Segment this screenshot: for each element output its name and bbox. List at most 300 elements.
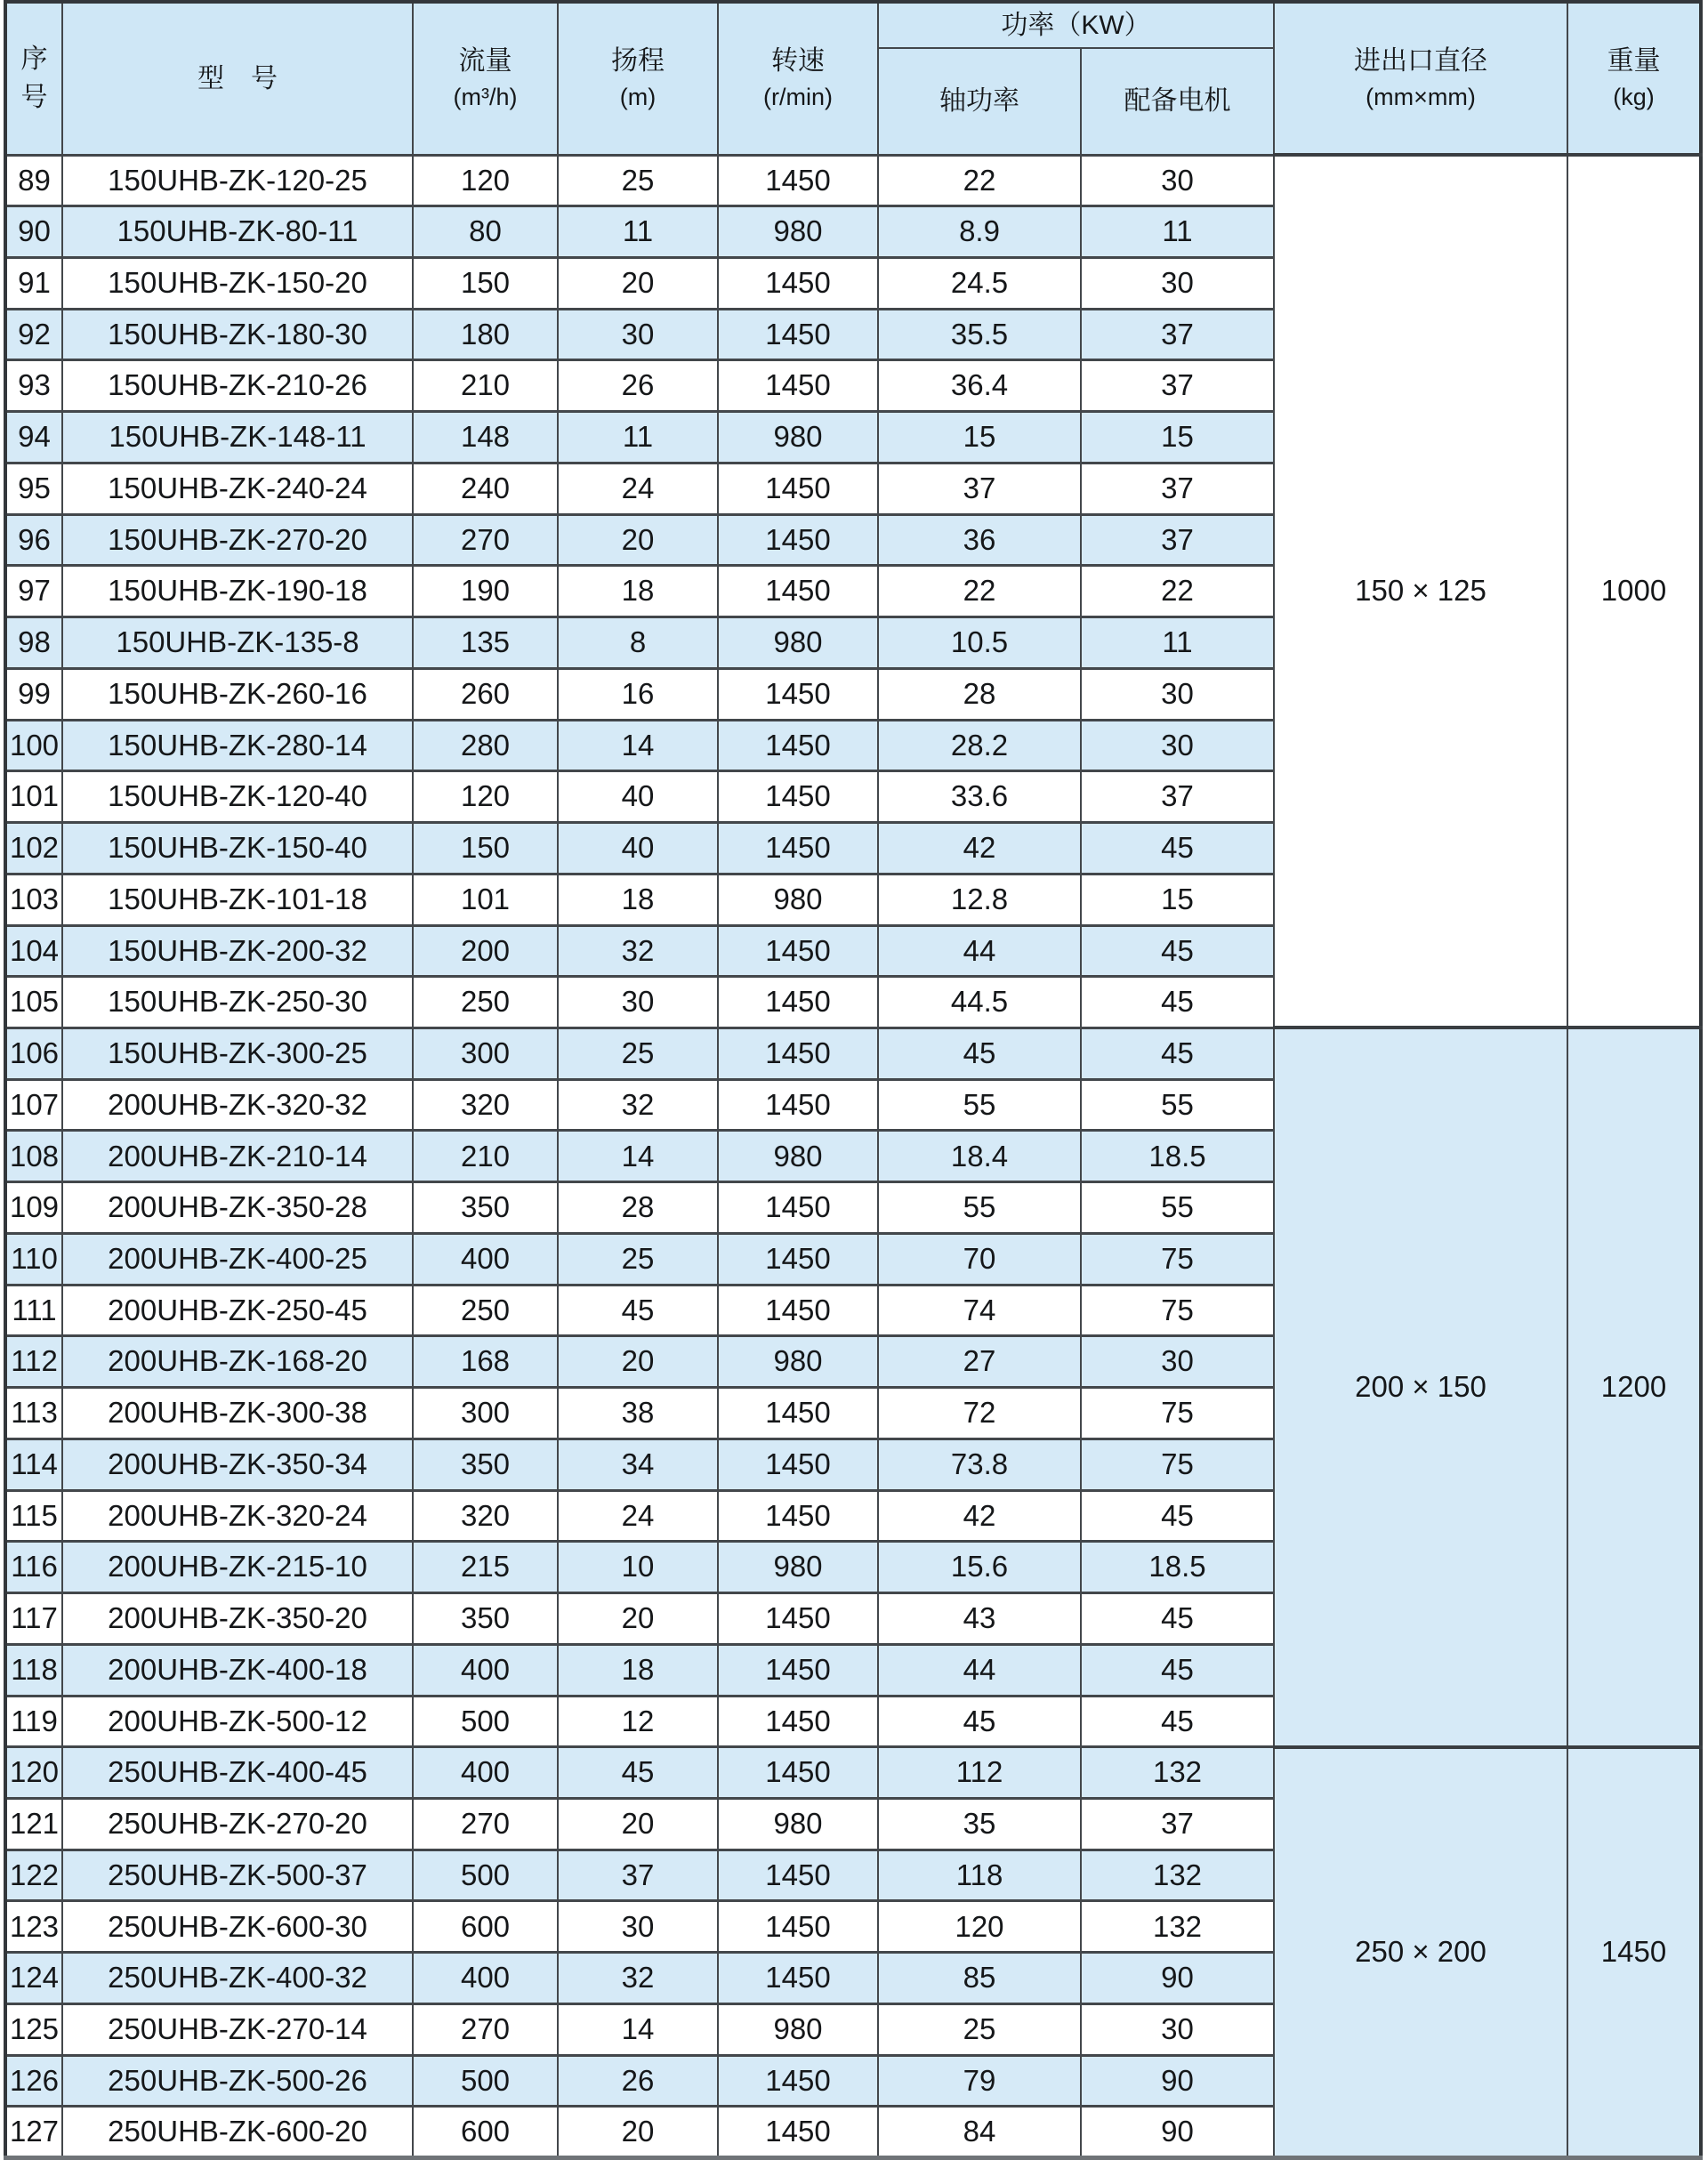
cell-head: 26 bbox=[558, 360, 718, 412]
cell-serial: 98 bbox=[5, 617, 62, 669]
cell-flow: 240 bbox=[413, 463, 558, 514]
cell-motor-power: 45 bbox=[1081, 925, 1274, 977]
header-speed-unit: (r/min) bbox=[763, 83, 833, 110]
table-header bbox=[5, 2, 1701, 155]
cell-speed: 980 bbox=[718, 1799, 878, 1850]
cell-speed: 980 bbox=[718, 1336, 878, 1388]
cell-shaft-power: 84 bbox=[878, 2107, 1081, 2158]
table-body bbox=[5, 155, 1701, 2158]
header-motor-power: 配备电机 bbox=[1081, 48, 1274, 155]
cell-shaft-power: 35 bbox=[878, 1799, 1081, 1850]
cell-model: 150UHB-ZK-250-30 bbox=[62, 977, 413, 1028]
cell-flow: 270 bbox=[413, 514, 558, 566]
cell-shaft-power: 72 bbox=[878, 1388, 1081, 1439]
cell-speed: 1450 bbox=[718, 2107, 878, 2158]
cell-serial: 110 bbox=[5, 1233, 62, 1285]
cell-speed: 1450 bbox=[718, 514, 878, 566]
cell-head: 18 bbox=[558, 566, 718, 617]
cell-shaft-power: 70 bbox=[878, 1233, 1081, 1285]
header-weight-unit: (kg) bbox=[1613, 83, 1655, 110]
cell-motor-power: 132 bbox=[1081, 1747, 1274, 1799]
header-model bbox=[62, 2, 413, 155]
cell-model: 150UHB-ZK-120-25 bbox=[62, 155, 413, 206]
cell-model: 150UHB-ZK-180-30 bbox=[62, 309, 413, 360]
cell-serial: 94 bbox=[5, 412, 62, 463]
cell-flow: 250 bbox=[413, 1285, 558, 1336]
cell-speed: 1450 bbox=[718, 977, 878, 1028]
cell-head: 8 bbox=[558, 617, 718, 669]
cell-head: 20 bbox=[558, 1336, 718, 1388]
cell-shaft-power: 118 bbox=[878, 1850, 1081, 1901]
cell-weight: 1000 bbox=[1567, 155, 1701, 1028]
cell-motor-power: 45 bbox=[1081, 823, 1274, 874]
cell-motor-power: 37 bbox=[1081, 463, 1274, 514]
cell-flow: 320 bbox=[413, 1079, 558, 1131]
cell-serial: 126 bbox=[5, 2055, 62, 2107]
cell-shaft-power: 10.5 bbox=[878, 617, 1081, 669]
cell-shaft-power: 22 bbox=[878, 155, 1081, 206]
cell-serial: 115 bbox=[5, 1490, 62, 1542]
cell-head: 30 bbox=[558, 309, 718, 360]
cell-head: 32 bbox=[558, 1079, 718, 1131]
cell-shaft-power: 42 bbox=[878, 823, 1081, 874]
cell-speed: 1450 bbox=[718, 1490, 878, 1542]
cell-serial: 89 bbox=[5, 155, 62, 206]
cell-model: 200UHB-ZK-210-14 bbox=[62, 1131, 413, 1182]
cell-flow: 215 bbox=[413, 1542, 558, 1593]
cell-head: 20 bbox=[558, 257, 718, 309]
cell-model: 250UHB-ZK-500-26 bbox=[62, 2055, 413, 2107]
cell-serial: 108 bbox=[5, 1131, 62, 1182]
cell-flow: 400 bbox=[413, 1233, 558, 1285]
cell-flow: 500 bbox=[413, 2055, 558, 2107]
cell-model: 200UHB-ZK-350-28 bbox=[62, 1182, 413, 1234]
cell-serial: 120 bbox=[5, 1747, 62, 1799]
cell-serial: 104 bbox=[5, 925, 62, 977]
cell-model: 150UHB-ZK-190-18 bbox=[62, 566, 413, 617]
cell-flow: 270 bbox=[413, 1799, 558, 1850]
cell-speed: 1450 bbox=[718, 1182, 878, 1234]
cell-shaft-power: 25 bbox=[878, 2003, 1081, 2055]
cell-motor-power: 75 bbox=[1081, 1285, 1274, 1336]
cell-flow: 260 bbox=[413, 668, 558, 720]
cell-serial: 91 bbox=[5, 257, 62, 309]
cell-speed: 1450 bbox=[718, 1901, 878, 1953]
cell-shaft-power: 24.5 bbox=[878, 257, 1081, 309]
cell-flow: 300 bbox=[413, 1388, 558, 1439]
cell-speed: 1450 bbox=[718, 1953, 878, 2004]
cell-head: 16 bbox=[558, 668, 718, 720]
cell-shaft-power: 27 bbox=[878, 1336, 1081, 1388]
cell-head: 32 bbox=[558, 1953, 718, 2004]
cell-motor-power: 90 bbox=[1081, 2055, 1274, 2107]
cell-model: 200UHB-ZK-350-34 bbox=[62, 1439, 413, 1490]
cell-model: 200UHB-ZK-400-18 bbox=[62, 1644, 413, 1696]
cell-shaft-power: 28.2 bbox=[878, 720, 1081, 771]
cell-shaft-power: 43 bbox=[878, 1593, 1081, 1645]
cell-shaft-power: 36.4 bbox=[878, 360, 1081, 412]
cell-motor-power: 30 bbox=[1081, 668, 1274, 720]
cell-motor-power: 75 bbox=[1081, 1233, 1274, 1285]
cell-shaft-power: 42 bbox=[878, 1490, 1081, 1542]
cell-flow: 190 bbox=[413, 566, 558, 617]
cell-speed: 1450 bbox=[718, 1439, 878, 1490]
header-head bbox=[558, 2, 718, 155]
cell-motor-power: 15 bbox=[1081, 874, 1274, 925]
cell-motor-power: 37 bbox=[1081, 771, 1274, 823]
header-flow-label: 流量 bbox=[458, 46, 512, 77]
cell-head: 32 bbox=[558, 925, 718, 977]
cell-speed: 980 bbox=[718, 617, 878, 669]
cell-shaft-power: 28 bbox=[878, 668, 1081, 720]
cell-serial: 124 bbox=[5, 1953, 62, 2004]
cell-flow: 600 bbox=[413, 1901, 558, 1953]
cell-speed: 1450 bbox=[718, 1696, 878, 1747]
header-flow-unit: (m³/h) bbox=[453, 83, 518, 110]
cell-weight: 1450 bbox=[1567, 1747, 1701, 2158]
cell-head: 38 bbox=[558, 1388, 718, 1439]
cell-head: 11 bbox=[558, 206, 718, 258]
cell-serial: 102 bbox=[5, 823, 62, 874]
cell-serial: 96 bbox=[5, 514, 62, 566]
cell-head: 24 bbox=[558, 463, 718, 514]
cell-flow: 500 bbox=[413, 1696, 558, 1747]
cell-model: 150UHB-ZK-150-20 bbox=[62, 257, 413, 309]
cell-motor-power: 30 bbox=[1081, 720, 1274, 771]
cell-motor-power: 18.5 bbox=[1081, 1131, 1274, 1182]
header-row-top bbox=[5, 2, 1701, 48]
cell-head: 25 bbox=[558, 1233, 718, 1285]
cell-model: 200UHB-ZK-400-25 bbox=[62, 1233, 413, 1285]
header-shaft-power: 轴功率 bbox=[878, 48, 1081, 155]
cell-speed: 1450 bbox=[718, 1079, 878, 1131]
cell-model: 150UHB-ZK-80-11 bbox=[62, 206, 413, 258]
cell-flow: 200 bbox=[413, 925, 558, 977]
cell-flow: 180 bbox=[413, 309, 558, 360]
cell-flow: 150 bbox=[413, 823, 558, 874]
cell-flow: 120 bbox=[413, 771, 558, 823]
cell-flow: 350 bbox=[413, 1182, 558, 1234]
cell-speed: 980 bbox=[718, 2003, 878, 2055]
cell-model: 150UHB-ZK-240-24 bbox=[62, 463, 413, 514]
cell-serial: 95 bbox=[5, 463, 62, 514]
table-row bbox=[5, 1028, 1701, 1079]
cell-head: 30 bbox=[558, 1901, 718, 1953]
cell-speed: 1450 bbox=[718, 360, 878, 412]
cell-motor-power: 45 bbox=[1081, 1028, 1274, 1079]
cell-serial: 127 bbox=[5, 2107, 62, 2158]
cell-serial: 117 bbox=[5, 1593, 62, 1645]
cell-speed: 1450 bbox=[718, 1233, 878, 1285]
cell-model: 150UHB-ZK-101-18 bbox=[62, 874, 413, 925]
cell-head: 20 bbox=[558, 1799, 718, 1850]
cell-head: 40 bbox=[558, 771, 718, 823]
header-power-group: 功率（KW） bbox=[878, 2, 1274, 48]
cell-head: 30 bbox=[558, 977, 718, 1028]
table-row bbox=[5, 1747, 1701, 1799]
header-speed bbox=[718, 2, 878, 155]
cell-shaft-power: 44 bbox=[878, 925, 1081, 977]
cell-serial: 99 bbox=[5, 668, 62, 720]
header-diameter-label: 进出口直径 bbox=[1354, 46, 1488, 77]
cell-motor-power: 30 bbox=[1081, 155, 1274, 206]
cell-weight: 1200 bbox=[1567, 1028, 1701, 1746]
header-weight-label: 重量 bbox=[1607, 46, 1661, 77]
cell-head: 20 bbox=[558, 1593, 718, 1645]
cell-speed: 980 bbox=[718, 1131, 878, 1182]
cell-model: 200UHB-ZK-300-38 bbox=[62, 1388, 413, 1439]
cell-motor-power: 90 bbox=[1081, 1953, 1274, 2004]
cell-shaft-power: 112 bbox=[878, 1747, 1081, 1799]
cell-motor-power: 15 bbox=[1081, 412, 1274, 463]
cell-model: 150UHB-ZK-150-40 bbox=[62, 823, 413, 874]
cell-speed: 1450 bbox=[718, 566, 878, 617]
cell-model: 250UHB-ZK-600-20 bbox=[62, 2107, 413, 2158]
cell-shaft-power: 33.6 bbox=[878, 771, 1081, 823]
cell-speed: 980 bbox=[718, 874, 878, 925]
header-diameter bbox=[1274, 2, 1567, 155]
cell-flow: 168 bbox=[413, 1336, 558, 1388]
cell-model: 200UHB-ZK-500-12 bbox=[62, 1696, 413, 1747]
cell-flow: 150 bbox=[413, 257, 558, 309]
cell-shaft-power: 15.6 bbox=[878, 1542, 1081, 1593]
cell-model: 200UHB-ZK-250-45 bbox=[62, 1285, 413, 1336]
cell-model: 250UHB-ZK-400-45 bbox=[62, 1747, 413, 1799]
table-row bbox=[5, 155, 1701, 206]
cell-model: 200UHB-ZK-168-20 bbox=[62, 1336, 413, 1388]
cell-motor-power: 90 bbox=[1081, 2107, 1274, 2158]
header-weight bbox=[1567, 2, 1701, 155]
cell-flow: 270 bbox=[413, 2003, 558, 2055]
cell-shaft-power: 12.8 bbox=[878, 874, 1081, 925]
cell-speed: 1450 bbox=[718, 823, 878, 874]
cell-flow: 210 bbox=[413, 360, 558, 412]
cell-diameter: 150 × 125 bbox=[1274, 155, 1567, 1028]
cell-flow: 80 bbox=[413, 206, 558, 258]
cell-serial: 93 bbox=[5, 360, 62, 412]
cell-shaft-power: 18.4 bbox=[878, 1131, 1081, 1182]
cell-model: 150UHB-ZK-270-20 bbox=[62, 514, 413, 566]
cell-speed: 1450 bbox=[718, 1388, 878, 1439]
cell-flow: 320 bbox=[413, 1490, 558, 1542]
cell-motor-power: 37 bbox=[1081, 1799, 1274, 1850]
cell-flow: 400 bbox=[413, 1953, 558, 2004]
cell-motor-power: 45 bbox=[1081, 1593, 1274, 1645]
cell-motor-power: 55 bbox=[1081, 1079, 1274, 1131]
cell-motor-power: 132 bbox=[1081, 1850, 1274, 1901]
cell-motor-power: 22 bbox=[1081, 566, 1274, 617]
cell-motor-power: 75 bbox=[1081, 1388, 1274, 1439]
cell-motor-power: 45 bbox=[1081, 1696, 1274, 1747]
cell-motor-power: 45 bbox=[1081, 1490, 1274, 1542]
cell-model: 200UHB-ZK-215-10 bbox=[62, 1542, 413, 1593]
cell-serial: 97 bbox=[5, 566, 62, 617]
cell-shaft-power: 36 bbox=[878, 514, 1081, 566]
cell-flow: 280 bbox=[413, 720, 558, 771]
cell-serial: 105 bbox=[5, 977, 62, 1028]
cell-shaft-power: 15 bbox=[878, 412, 1081, 463]
cell-head: 25 bbox=[558, 1028, 718, 1079]
cell-model: 150UHB-ZK-200-32 bbox=[62, 925, 413, 977]
cell-flow: 210 bbox=[413, 1131, 558, 1182]
cell-speed: 1450 bbox=[718, 257, 878, 309]
cell-motor-power: 75 bbox=[1081, 1439, 1274, 1490]
cell-shaft-power: 74 bbox=[878, 1285, 1081, 1336]
cell-serial: 112 bbox=[5, 1336, 62, 1388]
cell-serial: 113 bbox=[5, 1388, 62, 1439]
cell-model: 200UHB-ZK-350-20 bbox=[62, 1593, 413, 1645]
header-model-label: 型 号 bbox=[197, 63, 278, 93]
cell-motor-power: 37 bbox=[1081, 309, 1274, 360]
cell-diameter: 200 × 150 bbox=[1274, 1028, 1567, 1746]
cell-head: 34 bbox=[558, 1439, 718, 1490]
cell-model: 250UHB-ZK-500-37 bbox=[62, 1850, 413, 1901]
cell-shaft-power: 120 bbox=[878, 1901, 1081, 1953]
cell-speed: 1450 bbox=[718, 668, 878, 720]
cell-model: 150UHB-ZK-148-11 bbox=[62, 412, 413, 463]
cell-head: 37 bbox=[558, 1850, 718, 1901]
header-head-unit: (m) bbox=[619, 83, 657, 110]
cell-speed: 1450 bbox=[718, 309, 878, 360]
cell-model: 150UHB-ZK-280-14 bbox=[62, 720, 413, 771]
cell-serial: 101 bbox=[5, 771, 62, 823]
cell-shaft-power: 73.8 bbox=[878, 1439, 1081, 1490]
cell-head: 18 bbox=[558, 874, 718, 925]
cell-head: 11 bbox=[558, 412, 718, 463]
cell-motor-power: 11 bbox=[1081, 206, 1274, 258]
cell-head: 40 bbox=[558, 823, 718, 874]
cell-shaft-power: 8.9 bbox=[878, 206, 1081, 258]
cell-flow: 250 bbox=[413, 977, 558, 1028]
cell-motor-power: 37 bbox=[1081, 514, 1274, 566]
cell-head: 24 bbox=[558, 1490, 718, 1542]
header-serial-label: 序号 bbox=[20, 44, 48, 113]
cell-shaft-power: 37 bbox=[878, 463, 1081, 514]
cell-speed: 1450 bbox=[718, 1285, 878, 1336]
cell-head: 28 bbox=[558, 1182, 718, 1234]
header-serial bbox=[5, 2, 62, 155]
cell-shaft-power: 35.5 bbox=[878, 309, 1081, 360]
cell-head: 14 bbox=[558, 2003, 718, 2055]
cell-model: 250UHB-ZK-400-32 bbox=[62, 1953, 413, 2004]
cell-head: 45 bbox=[558, 1747, 718, 1799]
cell-shaft-power: 45 bbox=[878, 1028, 1081, 1079]
cell-flow: 350 bbox=[413, 1593, 558, 1645]
cell-speed: 1450 bbox=[718, 925, 878, 977]
cell-speed: 980 bbox=[718, 412, 878, 463]
cell-serial: 121 bbox=[5, 1799, 62, 1850]
cell-motor-power: 11 bbox=[1081, 617, 1274, 669]
cell-flow: 400 bbox=[413, 1644, 558, 1696]
cell-head: 14 bbox=[558, 1131, 718, 1182]
cell-shaft-power: 79 bbox=[878, 2055, 1081, 2107]
cell-flow: 101 bbox=[413, 874, 558, 925]
cell-model: 150UHB-ZK-300-25 bbox=[62, 1028, 413, 1079]
cell-serial: 90 bbox=[5, 206, 62, 258]
cell-speed: 1450 bbox=[718, 720, 878, 771]
cell-speed: 1450 bbox=[718, 463, 878, 514]
cell-head: 25 bbox=[558, 155, 718, 206]
cell-flow: 400 bbox=[413, 1747, 558, 1799]
cell-head: 14 bbox=[558, 720, 718, 771]
cell-shaft-power: 85 bbox=[878, 1953, 1081, 2004]
cell-flow: 120 bbox=[413, 155, 558, 206]
cell-speed: 1450 bbox=[718, 155, 878, 206]
cell-serial: 125 bbox=[5, 2003, 62, 2055]
cell-flow: 148 bbox=[413, 412, 558, 463]
cell-speed: 980 bbox=[718, 1542, 878, 1593]
cell-speed: 1450 bbox=[718, 1028, 878, 1079]
cell-motor-power: 45 bbox=[1081, 1644, 1274, 1696]
cell-motor-power: 30 bbox=[1081, 257, 1274, 309]
cell-serial: 119 bbox=[5, 1696, 62, 1747]
cell-motor-power: 30 bbox=[1081, 2003, 1274, 2055]
pump-spec-table bbox=[4, 0, 1703, 2160]
cell-speed: 1450 bbox=[718, 2055, 878, 2107]
cell-flow: 350 bbox=[413, 1439, 558, 1490]
cell-motor-power: 18.5 bbox=[1081, 1542, 1274, 1593]
cell-speed: 1450 bbox=[718, 1593, 878, 1645]
cell-serial: 109 bbox=[5, 1182, 62, 1234]
cell-model: 150UHB-ZK-120-40 bbox=[62, 771, 413, 823]
cell-shaft-power: 45 bbox=[878, 1696, 1081, 1747]
cell-flow: 135 bbox=[413, 617, 558, 669]
cell-speed: 980 bbox=[718, 206, 878, 258]
cell-head: 18 bbox=[558, 1644, 718, 1696]
cell-serial: 111 bbox=[5, 1285, 62, 1336]
cell-shaft-power: 55 bbox=[878, 1182, 1081, 1234]
cell-speed: 1450 bbox=[718, 1747, 878, 1799]
cell-motor-power: 132 bbox=[1081, 1901, 1274, 1953]
cell-serial: 116 bbox=[5, 1542, 62, 1593]
cell-model: 250UHB-ZK-270-14 bbox=[62, 2003, 413, 2055]
cell-serial: 103 bbox=[5, 874, 62, 925]
cell-serial: 100 bbox=[5, 720, 62, 771]
cell-speed: 1450 bbox=[718, 771, 878, 823]
cell-model: 250UHB-ZK-270-20 bbox=[62, 1799, 413, 1850]
cell-shaft-power: 55 bbox=[878, 1079, 1081, 1131]
cell-model: 250UHB-ZK-600-30 bbox=[62, 1901, 413, 1953]
header-head-label: 扬程 bbox=[611, 46, 665, 77]
cell-serial: 118 bbox=[5, 1644, 62, 1696]
cell-diameter: 250 × 200 bbox=[1274, 1747, 1567, 2158]
cell-flow: 300 bbox=[413, 1028, 558, 1079]
cell-model: 200UHB-ZK-320-24 bbox=[62, 1490, 413, 1542]
cell-shaft-power: 44 bbox=[878, 1644, 1081, 1696]
cell-head: 20 bbox=[558, 2107, 718, 2158]
cell-head: 45 bbox=[558, 1285, 718, 1336]
cell-motor-power: 45 bbox=[1081, 977, 1274, 1028]
header-speed-label: 转速 bbox=[771, 46, 825, 77]
header-flow bbox=[413, 2, 558, 155]
cell-motor-power: 55 bbox=[1081, 1182, 1274, 1234]
cell-model: 150UHB-ZK-210-26 bbox=[62, 360, 413, 412]
cell-model: 200UHB-ZK-320-32 bbox=[62, 1079, 413, 1131]
cell-flow: 500 bbox=[413, 1850, 558, 1901]
cell-serial: 114 bbox=[5, 1439, 62, 1490]
cell-serial: 122 bbox=[5, 1850, 62, 1901]
cell-serial: 107 bbox=[5, 1079, 62, 1131]
cell-head: 20 bbox=[558, 514, 718, 566]
cell-shaft-power: 22 bbox=[878, 566, 1081, 617]
cell-serial: 106 bbox=[5, 1028, 62, 1079]
cell-speed: 1450 bbox=[718, 1850, 878, 1901]
cell-head: 12 bbox=[558, 1696, 718, 1747]
cell-model: 150UHB-ZK-260-16 bbox=[62, 668, 413, 720]
cell-motor-power: 30 bbox=[1081, 1336, 1274, 1388]
cell-shaft-power: 44.5 bbox=[878, 977, 1081, 1028]
header-diameter-unit: (mm×mm) bbox=[1366, 83, 1476, 110]
